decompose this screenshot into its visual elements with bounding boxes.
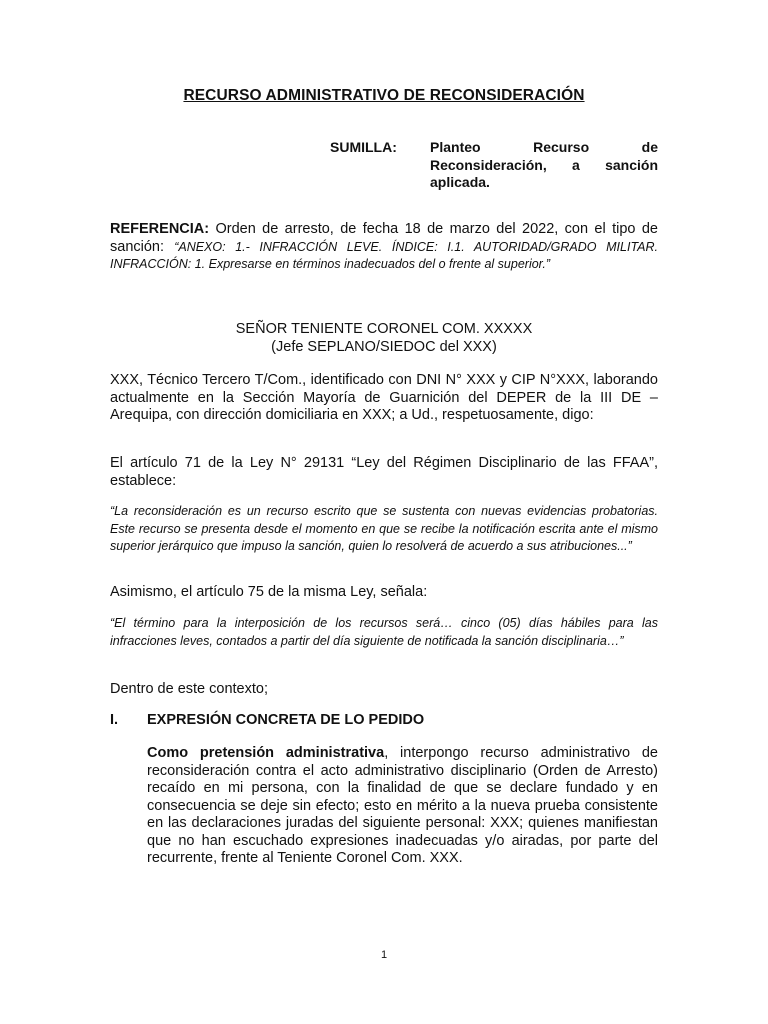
article-71-quote: “La reconsideración es un recurso escrito que se sustenta con nuevas evidencias probatorias. Este recurso se presenta desde el momento en que se recibe la notificación escrita ante el mismo superior jerárquico que impuso la sanción, quien lo resolverá de acuerdo a sus atribuciones...” — [110, 504, 658, 553]
document-title: RECURSO ADMINISTRATIVO DE RECONSIDERACIÓN — [183, 87, 585, 104]
article-75-quote: “El término para la interposición de los recursos será… cinco (05) días hábiles para las infracciones leves, contados a partir del día siguiente de notificada la sanción disciplinaria…” — [110, 616, 658, 648]
section-body — [147, 745, 658, 868]
referencia-label: REFERENCIA: — [110, 221, 210, 237]
sumilla-text: Planteo Recurso de Reconsideración, a sanción aplicada. — [430, 139, 658, 190]
section-number: I. — [110, 712, 119, 728]
article-71-paragraph: El artículo 71 de la Ley N° 29131 “Ley del Régimen Disciplinario de las FFAA”, establece: — [110, 455, 658, 489]
section-lead: Como pretensión administrativa — [147, 745, 385, 761]
sumilla-label: SUMILLA: — [330, 139, 397, 155]
addressee-line-1: SEÑOR TENIENTE CORONEL COM. XXXXX — [235, 321, 533, 337]
referencia-paragraph — [110, 221, 658, 274]
referencia-quote: “ANEXO: 1.- INFRACCIÓN LEVE. ÍNDICE: I.1. AUTORIDAD/GRADO MILITAR. INFRACCIÓN: 1. Expresarse en términos inadecuados del o frente al superior.” — [110, 239, 658, 271]
addressee-line-2: (Jefe SEPLANO/SIEDOC del XXX) — [271, 339, 497, 355]
page-number: 1 — [380, 949, 388, 961]
intro-paragraph: XXX, Técnico Tercero T/Com., identificado con DNI N° XXX y CIP N°XXX, laborando actualmente en la Sección Mayoría de Guarnición del DEPER de la III DE – Arequipa, con dirección domiciliaria en XXX; a Ud., respetuosamente, digo: — [110, 372, 658, 423]
referencia-text: Orden de arresto, de fecha 18 de marzo del 2022, con el tipo de sanción: — [110, 221, 658, 255]
section-text: , interpongo recurso administrativo de reconsideración contra el acto administrativo disciplinario (Orden de Arresto) recaído en mi persona, con la finalidad de que se declare fundado y en consecuencia se deje sin efecto; esto en mérito a la nueva prueba consistente en las declaraciones juradas del siguiente personal: XXX; quienes manifiestan que no han escuchado expresiones inadecuadas y/o airadas, por parte del recurrente, frente al Teniente Coronel Com. XXX. — [147, 745, 658, 866]
article-75-paragraph: Asimismo, el artículo 75 de la misma Ley, señala: — [110, 584, 428, 600]
section-title: EXPRESIÓN CONCRETA DE LO PEDIDO — [147, 712, 425, 728]
context-paragraph: Dentro de este contexto; — [110, 681, 268, 697]
